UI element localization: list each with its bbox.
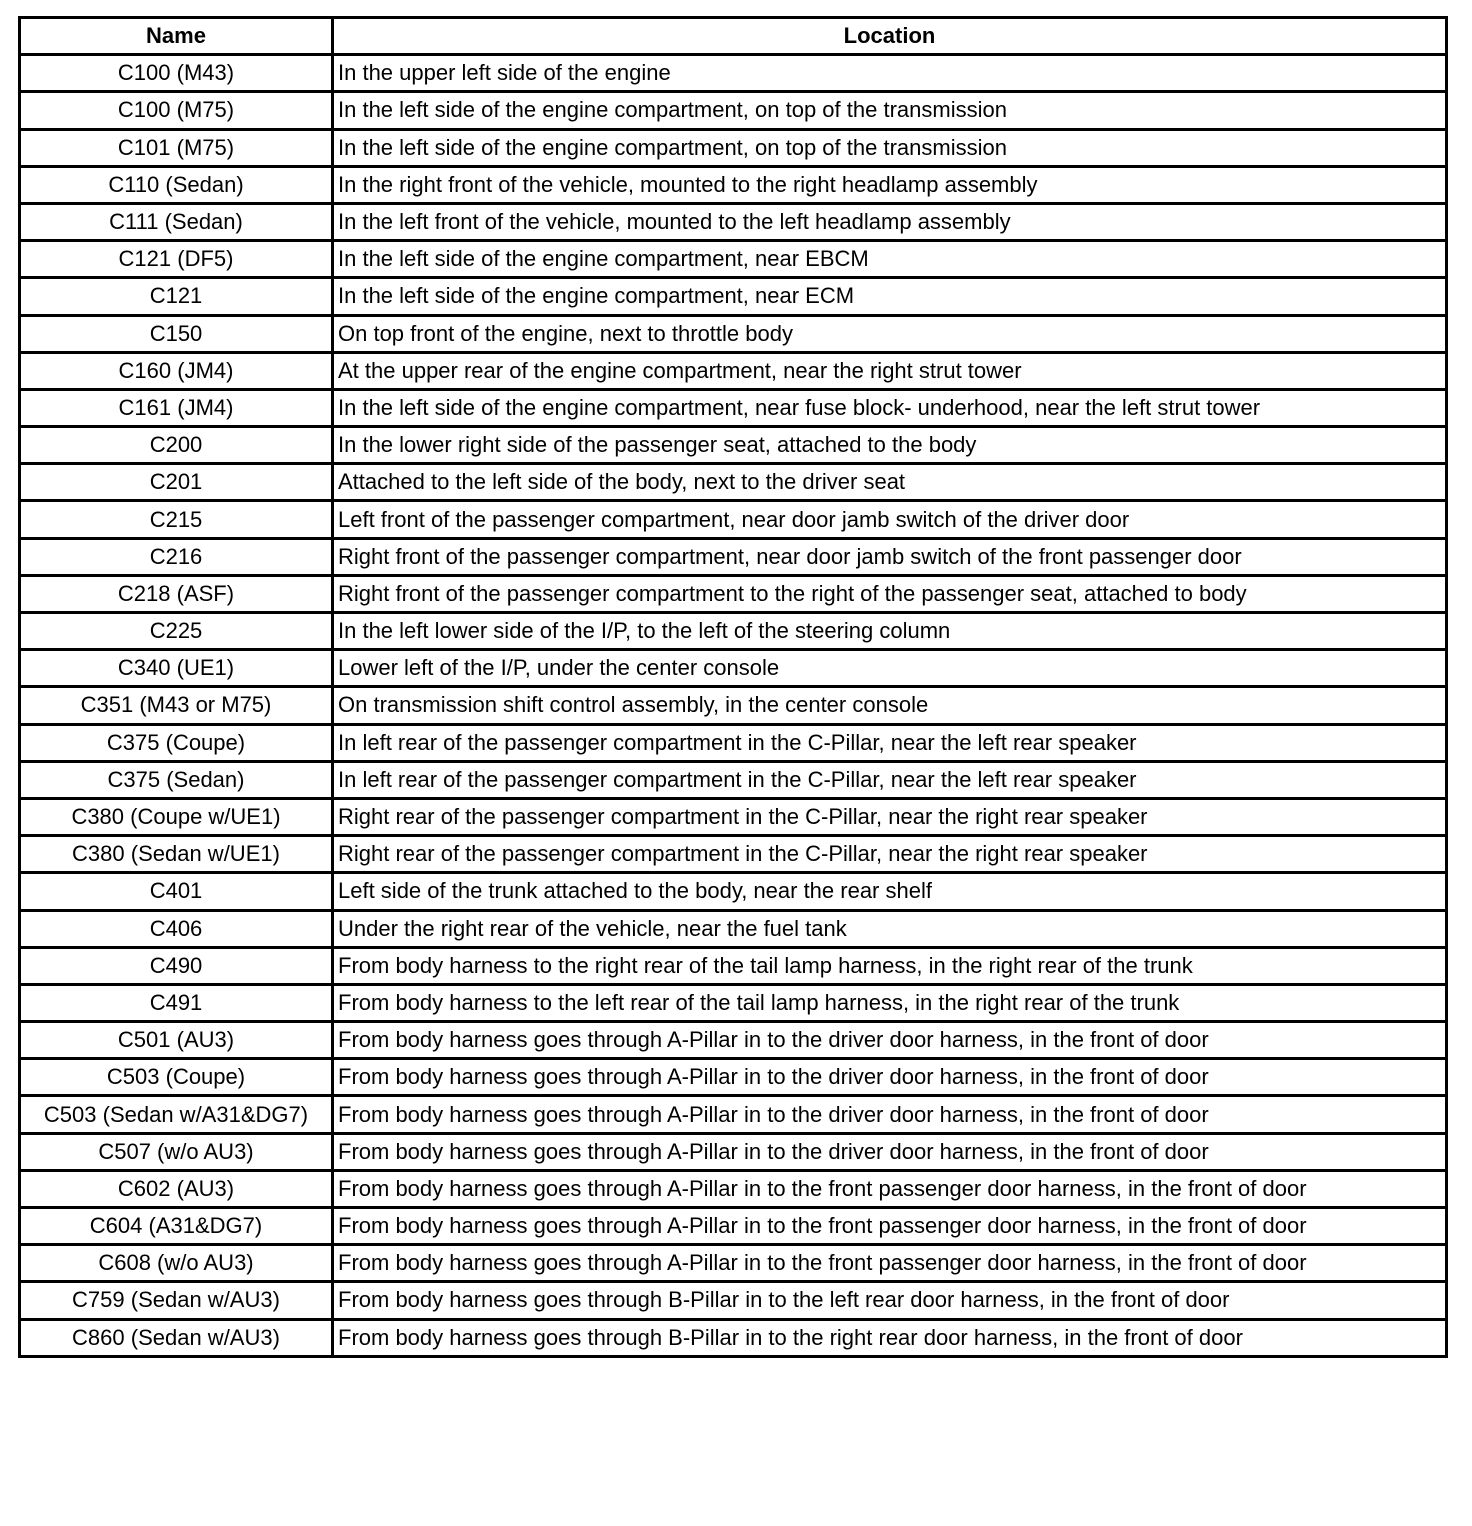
connector-location-cell: In the right front of the vehicle, mounted to the right headlamp assembly bbox=[333, 166, 1447, 203]
table-row bbox=[20, 613, 1447, 650]
connector-name-cell: C401 bbox=[20, 873, 333, 910]
table-row bbox=[20, 352, 1447, 389]
connector-location-cell: In the lower right side of the passenger seat, attached to the body bbox=[333, 427, 1447, 464]
connector-location-cell: At the upper rear of the engine compartment, near the right strut tower bbox=[333, 352, 1447, 389]
connector-location-cell: From body harness goes through A-Pillar in to the front passenger door harness, in the front of door bbox=[333, 1245, 1447, 1282]
connector-name-cell: C201 bbox=[20, 464, 333, 501]
connector-name-cell: C351 (M43 or M75) bbox=[20, 687, 333, 724]
connector-location-cell: Right front of the passenger compartment, near door jamb switch of the front passenger door bbox=[333, 538, 1447, 575]
connector-name-cell: C503 (Coupe) bbox=[20, 1059, 333, 1096]
connector-name-cell: C375 (Coupe) bbox=[20, 724, 333, 761]
connector-name-cell: C860 (Sedan w/AU3) bbox=[20, 1319, 333, 1356]
connector-name-cell: C608 (w/o AU3) bbox=[20, 1245, 333, 1282]
connector-name-cell: C380 (Coupe w/UE1) bbox=[20, 798, 333, 835]
table-row bbox=[20, 1245, 1447, 1282]
table-row bbox=[20, 538, 1447, 575]
connector-location-cell: From body harness goes through B-Pillar in to the left rear door harness, in the front of door bbox=[333, 1282, 1447, 1319]
connector-location-cell: In left rear of the passenger compartment in the C-Pillar, near the left rear speaker bbox=[333, 761, 1447, 798]
connector-name-cell: C503 (Sedan w/A31&DG7) bbox=[20, 1096, 333, 1133]
table-row bbox=[20, 836, 1447, 873]
connector-location-cell: In the left side of the engine compartment, near fuse block- underhood, near the left strut tower bbox=[333, 389, 1447, 426]
connector-location-cell: On transmission shift control assembly, in the center console bbox=[333, 687, 1447, 724]
table-row bbox=[20, 1208, 1447, 1245]
table-row bbox=[20, 315, 1447, 352]
table-row bbox=[20, 650, 1447, 687]
table-row bbox=[20, 575, 1447, 612]
connector-location-cell: On top front of the engine, next to throttle body bbox=[333, 315, 1447, 352]
connector-location-cell: Lower left of the I/P, under the center console bbox=[333, 650, 1447, 687]
table-row bbox=[20, 724, 1447, 761]
connector-location-cell: Right rear of the passenger compartment in the C-Pillar, near the right rear speaker bbox=[333, 836, 1447, 873]
connector-name-cell: C380 (Sedan w/UE1) bbox=[20, 836, 333, 873]
table-row bbox=[20, 1170, 1447, 1207]
table-row bbox=[20, 910, 1447, 947]
table-row bbox=[20, 798, 1447, 835]
table-row bbox=[20, 984, 1447, 1021]
connector-name-cell: C490 bbox=[20, 947, 333, 984]
connector-name-cell: C225 bbox=[20, 613, 333, 650]
connector-name-cell: C100 (M43) bbox=[20, 55, 333, 92]
table-row bbox=[20, 1059, 1447, 1096]
table-row bbox=[20, 129, 1447, 166]
connector-name-cell: C160 (JM4) bbox=[20, 352, 333, 389]
table-row bbox=[20, 761, 1447, 798]
connector-location-cell: Right front of the passenger compartment to the right of the passenger seat, attached to body bbox=[333, 575, 1447, 612]
connector-location-cell: Left front of the passenger compartment, near door jamb switch of the driver door bbox=[333, 501, 1447, 538]
connector-location-cell: From body harness goes through A-Pillar in to the driver door harness, in the front of door bbox=[333, 1133, 1447, 1170]
connector-location-cell: In the left side of the engine compartment, near ECM bbox=[333, 278, 1447, 315]
connector-location-cell: From body harness goes through B-Pillar in to the right rear door harness, in the front of door bbox=[333, 1319, 1447, 1356]
table-row bbox=[20, 427, 1447, 464]
connector-name-cell: C161 (JM4) bbox=[20, 389, 333, 426]
connector-name-cell: C218 (ASF) bbox=[20, 575, 333, 612]
connector-name-cell: C406 bbox=[20, 910, 333, 947]
connector-location-cell: In the upper left side of the engine bbox=[333, 55, 1447, 92]
connector-location-table bbox=[18, 16, 1448, 1358]
connector-location-cell: From body harness goes through A-Pillar in to the driver door harness, in the front of door bbox=[333, 1059, 1447, 1096]
table-row bbox=[20, 92, 1447, 129]
connector-name-cell: C121 bbox=[20, 278, 333, 315]
connector-name-cell: C110 (Sedan) bbox=[20, 166, 333, 203]
connector-location-cell: In left rear of the passenger compartment in the C-Pillar, near the left rear speaker bbox=[333, 724, 1447, 761]
table-row bbox=[20, 278, 1447, 315]
connector-name-cell: C759 (Sedan w/AU3) bbox=[20, 1282, 333, 1319]
table-row bbox=[20, 1133, 1447, 1170]
connector-location-cell: Right rear of the passenger compartment in the C-Pillar, near the right rear speaker bbox=[333, 798, 1447, 835]
connector-name-cell: C111 (Sedan) bbox=[20, 203, 333, 240]
table-row bbox=[20, 1282, 1447, 1319]
connector-location-cell: From body harness goes through A-Pillar in to the front passenger door harness, in the front of door bbox=[333, 1208, 1447, 1245]
connector-name-cell: C501 (AU3) bbox=[20, 1022, 333, 1059]
table-row bbox=[20, 947, 1447, 984]
table-row bbox=[20, 241, 1447, 278]
connector-name-cell: C507 (w/o AU3) bbox=[20, 1133, 333, 1170]
table-row bbox=[20, 1096, 1447, 1133]
connector-location-cell: From body harness to the left rear of the tail lamp harness, in the right rear of the trunk bbox=[333, 984, 1447, 1021]
connector-location-cell: In the left side of the engine compartment, on top of the transmission bbox=[333, 129, 1447, 166]
table-row bbox=[20, 389, 1447, 426]
connector-location-cell: From body harness goes through A-Pillar in to the driver door harness, in the front of door bbox=[333, 1096, 1447, 1133]
connector-name-cell: C100 (M75) bbox=[20, 92, 333, 129]
connector-location-cell: Attached to the left side of the body, next to the driver seat bbox=[333, 464, 1447, 501]
table-header-row bbox=[20, 18, 1447, 55]
connector-name-cell: C150 bbox=[20, 315, 333, 352]
table-row bbox=[20, 1022, 1447, 1059]
column-header-name: Name bbox=[20, 18, 333, 55]
connector-location-cell: In the left lower side of the I/P, to the left of the steering column bbox=[333, 613, 1447, 650]
connector-name-cell: C215 bbox=[20, 501, 333, 538]
connector-name-cell: C216 bbox=[20, 538, 333, 575]
connector-name-cell: C200 bbox=[20, 427, 333, 464]
table-row bbox=[20, 687, 1447, 724]
connector-name-cell: C340 (UE1) bbox=[20, 650, 333, 687]
connector-location-cell: Left side of the trunk attached to the body, near the rear shelf bbox=[333, 873, 1447, 910]
table-row bbox=[20, 166, 1447, 203]
connector-name-cell: C375 (Sedan) bbox=[20, 761, 333, 798]
table-row bbox=[20, 1319, 1447, 1356]
table-row bbox=[20, 873, 1447, 910]
connector-name-cell: C491 bbox=[20, 984, 333, 1021]
table-row bbox=[20, 464, 1447, 501]
connector-name-cell: C101 (M75) bbox=[20, 129, 333, 166]
connector-location-cell: In the left side of the engine compartment, near EBCM bbox=[333, 241, 1447, 278]
connector-location-cell: In the left front of the vehicle, mounted to the left headlamp assembly bbox=[333, 203, 1447, 240]
connector-location-cell: Under the right rear of the vehicle, near the fuel tank bbox=[333, 910, 1447, 947]
table-row bbox=[20, 501, 1447, 538]
connector-location-cell: From body harness goes through A-Pillar in to the driver door harness, in the front of door bbox=[333, 1022, 1447, 1059]
connector-name-cell: C121 (DF5) bbox=[20, 241, 333, 278]
connector-location-cell: From body harness goes through A-Pillar in to the front passenger door harness, in the front of door bbox=[333, 1170, 1447, 1207]
connector-name-cell: C602 (AU3) bbox=[20, 1170, 333, 1207]
table-row bbox=[20, 55, 1447, 92]
connector-name-cell: C604 (A31&DG7) bbox=[20, 1208, 333, 1245]
table-row bbox=[20, 203, 1447, 240]
connector-location-cell: In the left side of the engine compartment, on top of the transmission bbox=[333, 92, 1447, 129]
column-header-location: Location bbox=[333, 18, 1447, 55]
connector-location-cell: From body harness to the right rear of the tail lamp harness, in the right rear of the trunk bbox=[333, 947, 1447, 984]
